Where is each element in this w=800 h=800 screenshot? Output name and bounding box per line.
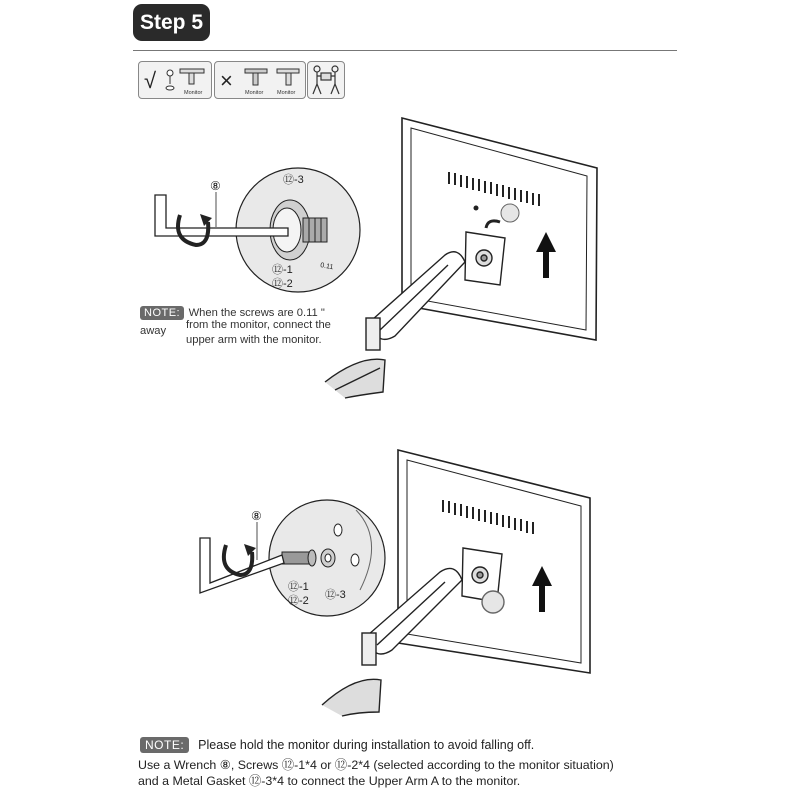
monitor-back: [402, 118, 597, 340]
step-label: Step 5: [139, 10, 204, 34]
wrench-callout: ⑧: [210, 179, 221, 193]
screw-callout-1: ⑫-1: [272, 264, 293, 276]
note-two: [140, 737, 534, 753]
wrench-callout: ⑧: [251, 509, 262, 523]
top-figure: [140, 110, 610, 400]
bottom-figure: [190, 440, 610, 720]
gasket-callout: ⑫-3: [283, 174, 304, 186]
correct-method-icon: [139, 62, 211, 98]
gasket-callout: ⑫-3: [325, 589, 346, 601]
washer-stacked-icon: [245, 69, 267, 85]
note-two-text: Please hold the monitor during installation to avoid falling off.: [198, 738, 535, 752]
two-person-box: [307, 61, 345, 99]
correct-method-box: [138, 61, 212, 99]
instruction-line-2: and a Metal Gasket ⑫-3*4 to connect the Upper Arm A to the monitor.: [138, 773, 521, 788]
note-line-1: When the screws are 0.11 " away: [140, 307, 325, 337]
gap-label: 0.11: [319, 262, 334, 272]
cross-mark: ×: [220, 68, 233, 93]
monitor-mount-icon: [180, 69, 204, 84]
check-mark: √: [144, 68, 157, 93]
wrong-method-icon: [215, 62, 305, 98]
note-line-3: upper arm with the monitor.: [186, 334, 322, 346]
washer-screw-icon: [166, 70, 174, 90]
header-divider: [133, 50, 677, 51]
monitor-label: Monitor: [277, 90, 296, 96]
arrow-head-icon: [200, 214, 212, 226]
monitor-label: Monitor: [245, 90, 264, 96]
two-person-icon: [308, 62, 344, 98]
note-badge: NOTE:: [140, 306, 184, 320]
screw-callout-2: ⑫-2: [272, 278, 293, 290]
note-badge: NOTE:: [140, 737, 189, 753]
arrow-head-icon: [244, 544, 256, 556]
instruction-line-1: Use a Wrench ⑧, Screws ⑫-1*4 or ⑫-2*4 (selected according to the monitor situation): [138, 758, 614, 772]
wrong-method-box: [214, 61, 306, 99]
mount-hole: [474, 206, 479, 211]
screw-detail: [501, 204, 519, 222]
screw-callout-2: ⑫-2: [288, 595, 309, 607]
note-line-2: from the monitor, connect the: [186, 319, 331, 331]
step-badge: [133, 4, 210, 41]
monitor-mount-icon: [277, 69, 299, 85]
monitor-label: Monitor: [184, 90, 203, 96]
instructions: [138, 758, 698, 789]
screw-callout-1: ⑫-1: [288, 581, 309, 593]
